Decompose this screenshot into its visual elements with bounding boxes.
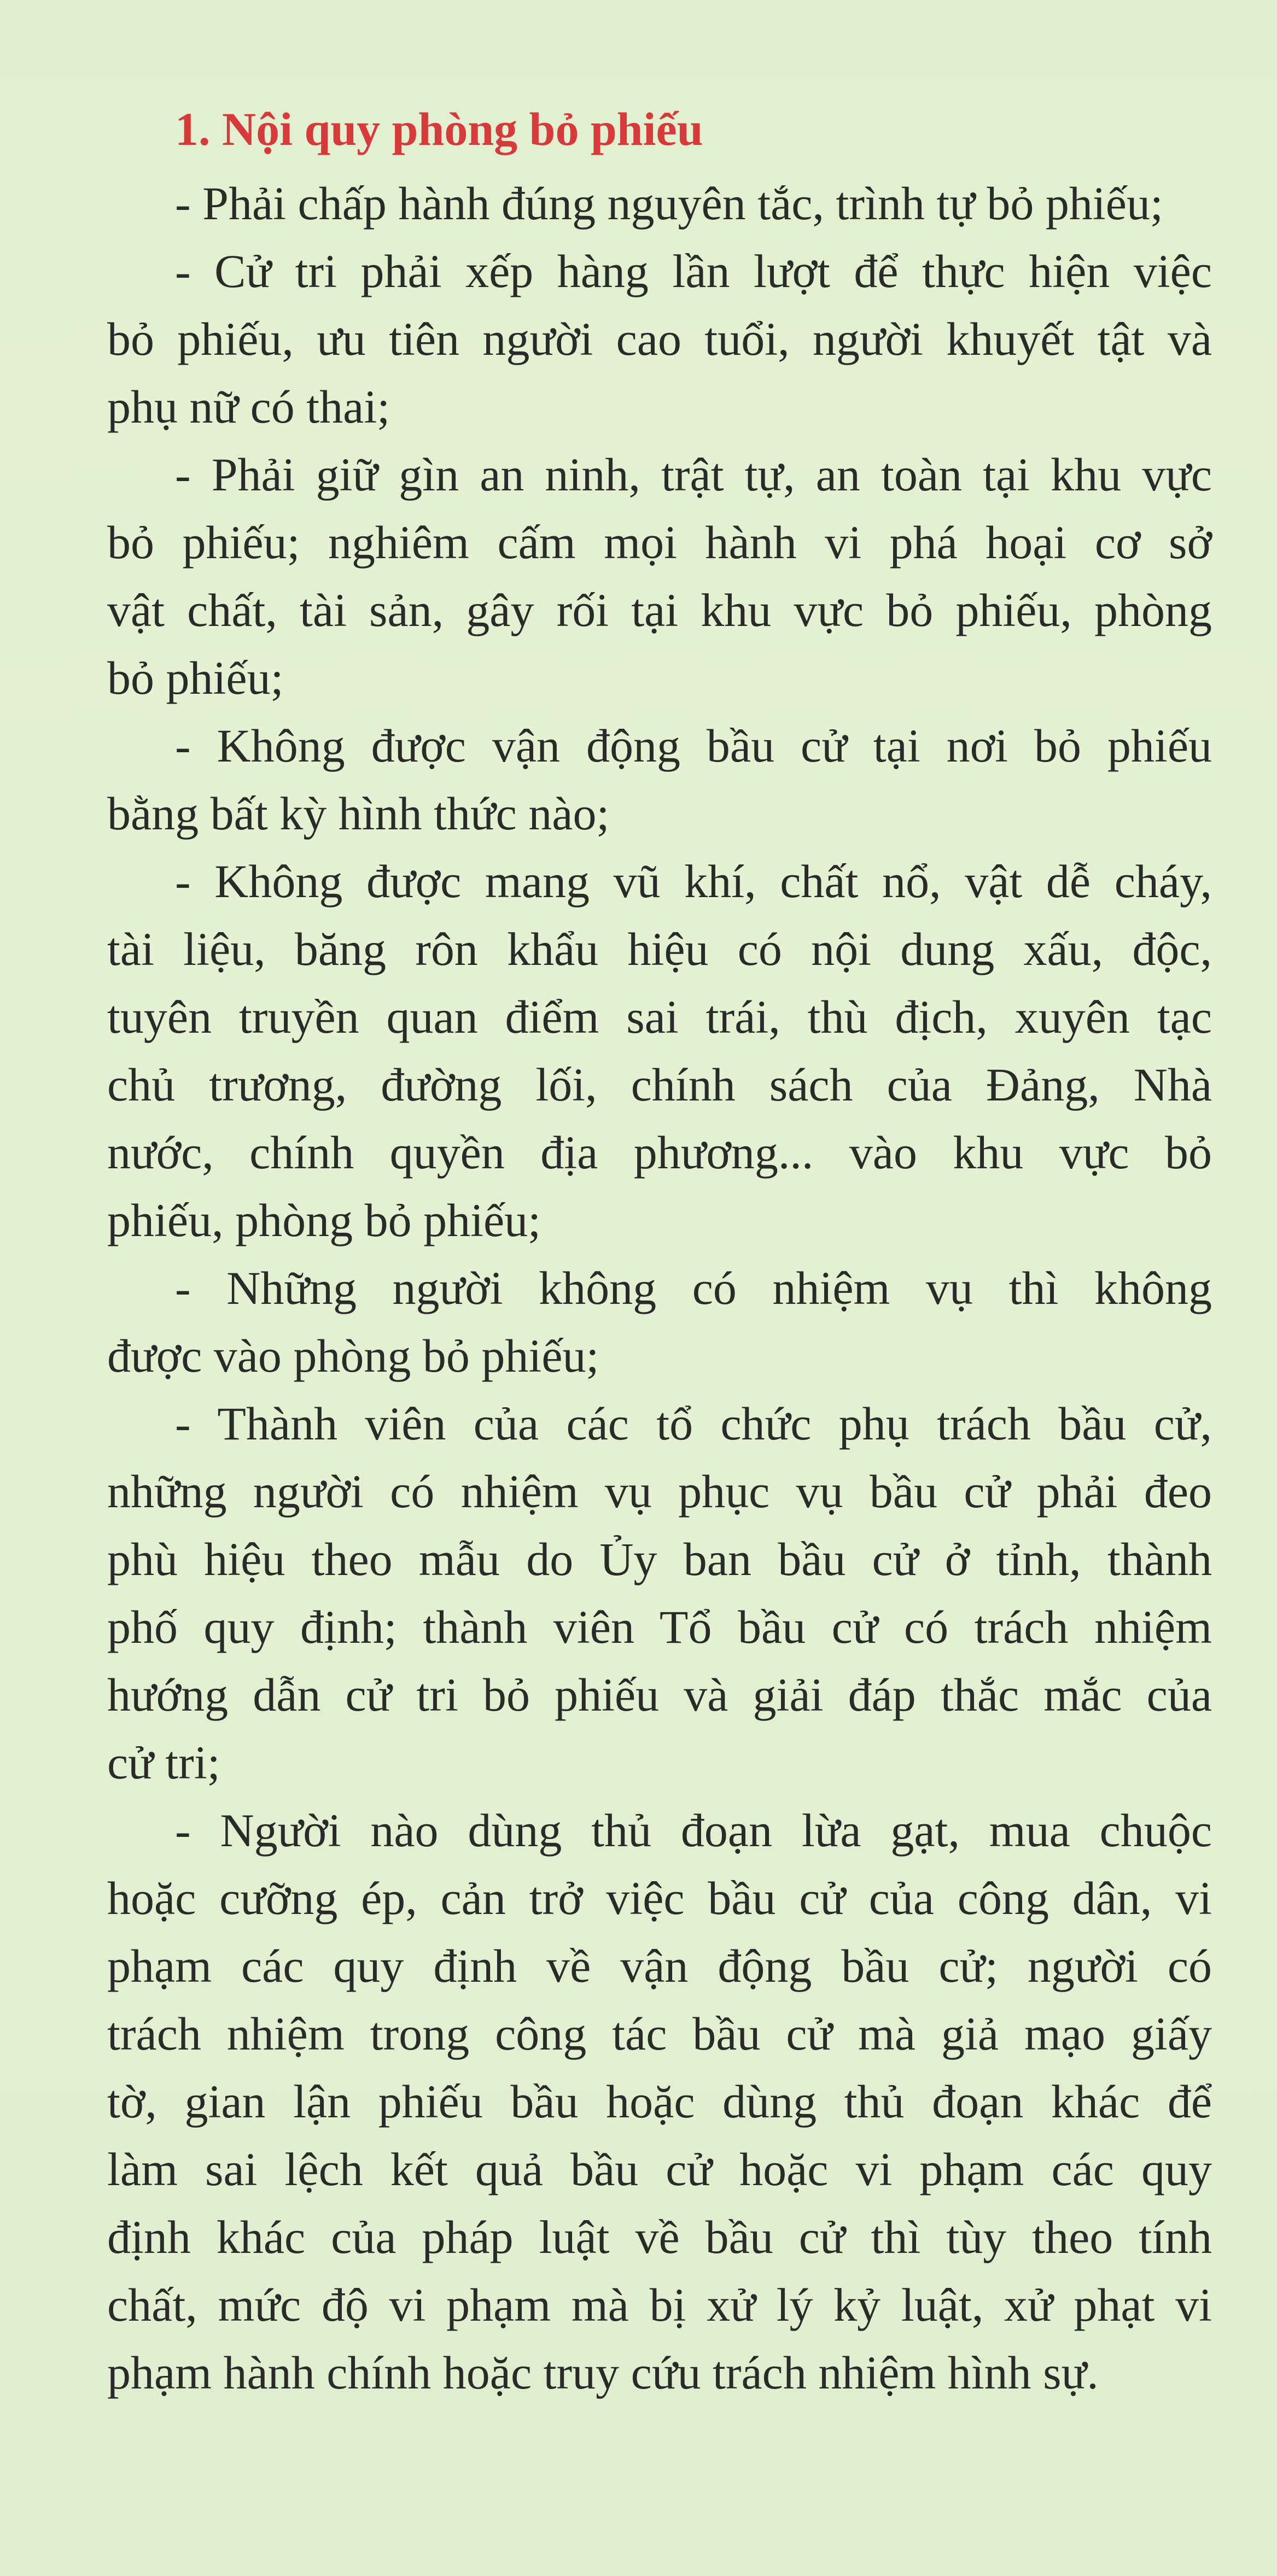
rule-line: bằng bất kỳ hình thức nào; [107, 787, 610, 840]
rule-line: định khác của pháp luật về bầu cử thì tùy theo tính [107, 2211, 1212, 2263]
rule-paragraph [107, 237, 1212, 441]
rule-paragraph [107, 1796, 1212, 2407]
rule-line: cử tri; [107, 1736, 220, 1789]
rule-paragraph [107, 441, 1212, 712]
rule-line: phụ nữ có thai; [107, 380, 390, 433]
rule-paragraph [107, 169, 1212, 237]
rule-line: hướng dẫn cử tri bỏ phiếu và giải đáp thắc mắc của [107, 1668, 1212, 1721]
rule-line: - Phải chấp hành đúng nguyên tắc, trình tự bỏ phiếu; [175, 177, 1163, 230]
rule-line: - Người nào dùng thủ đoạn lừa gạt, mua chuộc [175, 1804, 1212, 1857]
rule-line: bỏ phiếu, ưu tiên người cao tuổi, người khuyết tật và [107, 313, 1212, 365]
rule-line: - Phải giữ gìn an ninh, trật tự, an toàn tại khu vực [175, 448, 1212, 501]
rule-line: phạm hành chính hoặc truy cứu trách nhiệm hình sự. [107, 2346, 1099, 2399]
rule-line: làm sai lệch kết quả bầu cử hoặc vi phạm các quy [107, 2143, 1212, 2196]
rule-line: hoặc cưỡng ép, cản trở việc bầu cử của công dân, vi [107, 1872, 1212, 1924]
section-heading: 1. Nội quy phòng bỏ phiếu [175, 103, 703, 155]
rule-line: được vào phòng bỏ phiếu; [107, 1330, 599, 1382]
rule-paragraph [107, 1254, 1212, 1390]
rule-line: trách nhiệm trong công tác bầu cử mà giả mạo giấy [107, 2007, 1212, 2060]
rule-line: phố quy định; thành viên Tổ bầu cử có trách nhiệm [107, 1601, 1212, 1653]
rule-line: tài liệu, băng rôn khẩu hiệu có nội dung xấu, độc, [107, 923, 1212, 975]
rule-line: những người có nhiệm vụ phục vụ bầu cử phải đeo [107, 1465, 1212, 1518]
rule-paragraph [107, 847, 1212, 1254]
rule-line: bỏ phiếu; [107, 652, 284, 704]
rule-line: - Thành viên của các tổ chức phụ trách bầu cử, [175, 1397, 1212, 1450]
rule-paragraph [107, 712, 1212, 847]
rule-line: nước, chính quyền địa phương... vào khu vực bỏ [107, 1126, 1212, 1179]
rule-paragraph [107, 1390, 1212, 1796]
rule-line: phạm các quy định về vận động bầu cử; người có [107, 1940, 1212, 1992]
rule-line: - Không được vận động bầu cử tại nơi bỏ phiếu [175, 719, 1212, 772]
rule-line: chất, mức độ vi phạm mà bị xử lý kỷ luật, xử phạt vi [107, 2279, 1212, 2331]
rule-line: bỏ phiếu; nghiêm cấm mọi hành vi phá hoại cơ sở [107, 516, 1212, 569]
rule-line: - Cử tri phải xếp hàng lần lượt để thực hiện việc [175, 245, 1212, 297]
rule-line: tờ, gian lận phiếu bầu hoặc dùng thủ đoạn khác để [107, 2075, 1212, 2128]
rule-line: vật chất, tài sản, gây rối tại khu vực bỏ phiếu, phòng [107, 584, 1212, 636]
rule-line: tuyên truyền quan điểm sai trái, thù địch, xuyên tạc [107, 991, 1212, 1043]
rule-line: phù hiệu theo mẫu do Ủy ban bầu cử ở tỉnh, thành [107, 1533, 1212, 1585]
rule-line: - Những người không có nhiệm vụ thì không [175, 1262, 1212, 1314]
rule-line: chủ trương, đường lối, chính sách của Đảng, Nhà [107, 1058, 1212, 1111]
rule-line: phiếu, phòng bỏ phiếu; [107, 1194, 541, 1246]
rule-line: - Không được mang vũ khí, chất nổ, vật dễ cháy, [175, 855, 1212, 908]
